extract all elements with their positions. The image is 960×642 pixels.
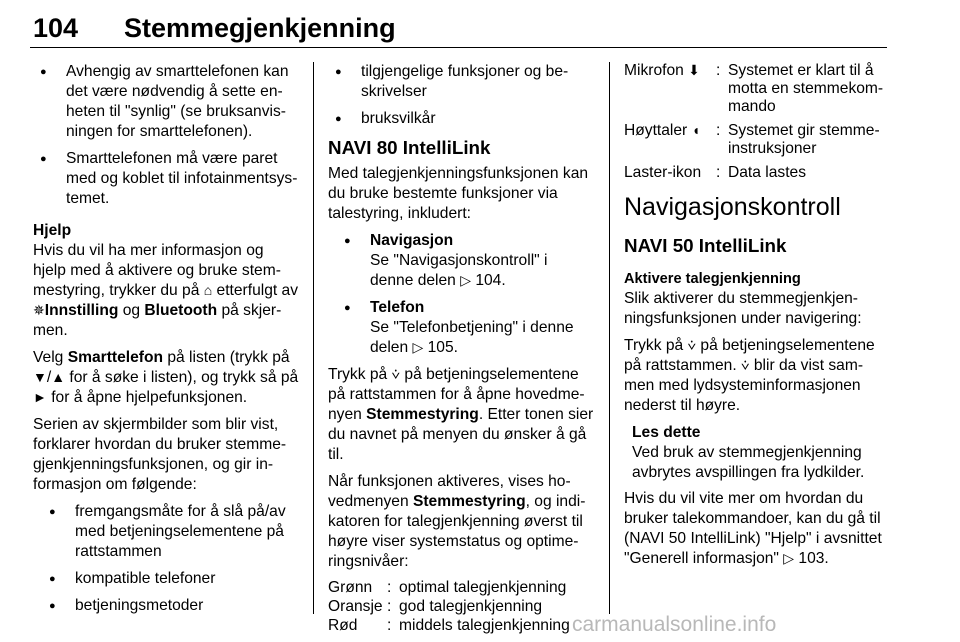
- bullet-list: [33, 502, 299, 616]
- list-item: Rød : middels talegjenkjenning: [328, 617, 570, 634]
- list-item: ● fremgangsmåte for å slå på/av med betjeningselementene på rattstammen: [33, 502, 299, 562]
- list-item: ● kompatible telefoner: [33, 569, 299, 589]
- table-row: Høyttaler ◖ : Systemet gir stemme-instruksjoner: [624, 122, 880, 157]
- icon-table: [624, 62, 890, 182]
- table-row: Mikrofon ⬇ : Systemet er klart til å motta en stemmekom-mando: [624, 62, 884, 115]
- list-item: ● Navigasjon Se "Navigasjonskontroll" i denne delen ▷ 104.: [328, 231, 595, 291]
- section-heading: NAVI 50 IntelliLink: [624, 235, 787, 256]
- column-divider: [313, 62, 314, 614]
- status-level-list: [328, 579, 595, 635]
- column-1: [33, 62, 299, 623]
- list-item: ● Smarttelefonen må være paret med og koblet til infotainmentsys-temet.: [33, 149, 299, 209]
- list-item: Grønn : optimal talegjenkjenning: [328, 579, 567, 596]
- bullet-list: [33, 62, 299, 209]
- page-ref-icon: ▷: [412, 339, 424, 355]
- voice-command-icon: ⩒: [741, 357, 750, 373]
- column-2: [328, 62, 595, 642]
- running-title: Stemmegjenkjenning: [124, 13, 396, 43]
- press-paragraph: Trykk på ⩒ på betjeningselementene på rattstammen for å åpne hovedme-nyen Stemmestyring. Etter tonen sier du navnet på menyen du ønsker å gå til.: [328, 366, 594, 463]
- list-item: ● tilgjengelige funksjoner og be-skrivelser: [328, 62, 595, 102]
- watermark: carmanualsonline.info: [572, 613, 777, 636]
- activate-paragraph: Slik aktiverer du stemmegjenkjen-ningsfunksjonen under navigering:: [624, 290, 862, 327]
- list-item: Oransje : god talegjenkjenning: [328, 598, 543, 615]
- subheading: Aktivere talegjenkjenning: [624, 271, 801, 287]
- arrow-down-icon: ▼: [33, 369, 47, 385]
- feature-list: [328, 231, 595, 358]
- voice-command-icon: ⩒: [687, 337, 697, 353]
- bullet-list: [328, 62, 595, 129]
- intro-paragraph: Med talegjenkjenningsfunksjonen kan du bruke bestemte funksjoner via talestyring, inkludert:: [328, 165, 589, 222]
- play-icon: ►: [33, 389, 47, 405]
- press-paragraph: Trykk på ⩒ på betjeningselementene på rattstammen. ⩒ blir da vist sam-men med lydsysteminformasjonen nederst til høyre.: [624, 337, 875, 414]
- column-divider: [609, 62, 610, 614]
- more-paragraph: Hvis du vil vite mer om hvordan du bruker talekommandoer, kan du gå til (NAVI 50 IntelliLink) "Hjelp" i avsnittet "Generell informasjon" ▷ 103.: [624, 490, 882, 567]
- note-box: [624, 423, 890, 483]
- arrow-up-icon: ▲: [51, 369, 66, 385]
- column-3: [624, 62, 890, 576]
- list-item: ● betjeningsmetoder: [33, 596, 299, 616]
- list-item: ● Telefon Se "Telefonbetjening" i denne delen ▷ 105.: [328, 298, 595, 358]
- note-text: Ved bruk av stemmegjenkjenning avbrytes avspillingen fra lydkilder.: [632, 444, 865, 481]
- help-paragraph: Hvis du vil ha mer informasjon og hjelp med å aktivere og bruke stem-mestyring, trykker du på ⌂ etterfulgt av ✵Innstilling og Bluetooth på skjer-men.: [33, 242, 299, 339]
- select-paragraph: Velg Smarttelefon på listen (trykk på ▼/▲ for å søke i listen), og trykk så på ► for å åpne hjelpefunksjonen.: [33, 349, 299, 406]
- page-header: [30, 4, 887, 48]
- list-item: ● Avhengig av smarttelefonen kan det være nødvendig å sette en-heten til "synlig" (se bruksanvis-ningen for smarttelefonen).: [33, 62, 299, 142]
- page-number: 104: [33, 13, 79, 43]
- microphone-icon: ⬇: [688, 62, 700, 78]
- note-title: Les dette: [632, 424, 701, 441]
- voice-command-icon: ⩒: [391, 366, 401, 382]
- home-icon: ⌂: [203, 282, 213, 298]
- series-paragraph: Serien av skjermbilder som blir vist, forklarer hvordan du bruker stemme-gjenkjenningsfunksjonen, og gir in-formasjon om følgende:: [33, 416, 287, 493]
- activate-paragraph: Når funksjonen aktiveres, vises ho-vedmenyen Stemmestyring, og indi-katoren for talegjenkjenning øverst til høyre viser systemstatus og optime-ringsnivåer:: [328, 473, 586, 570]
- list-item: ● bruksvilkår: [328, 109, 595, 129]
- table-row: Laster-ikon : Data lastes: [624, 164, 807, 181]
- section-heading: NAVI 80 IntelliLink: [328, 137, 491, 158]
- gear-icon: ✵: [33, 302, 45, 318]
- speaker-icon: ◖: [691, 122, 701, 138]
- main-heading: Navigasjonskontroll: [624, 193, 841, 221]
- page-ref-icon: ▷: [783, 550, 795, 566]
- help-heading: Hjelp: [33, 222, 72, 239]
- page-ref-icon: ▷: [460, 272, 471, 288]
